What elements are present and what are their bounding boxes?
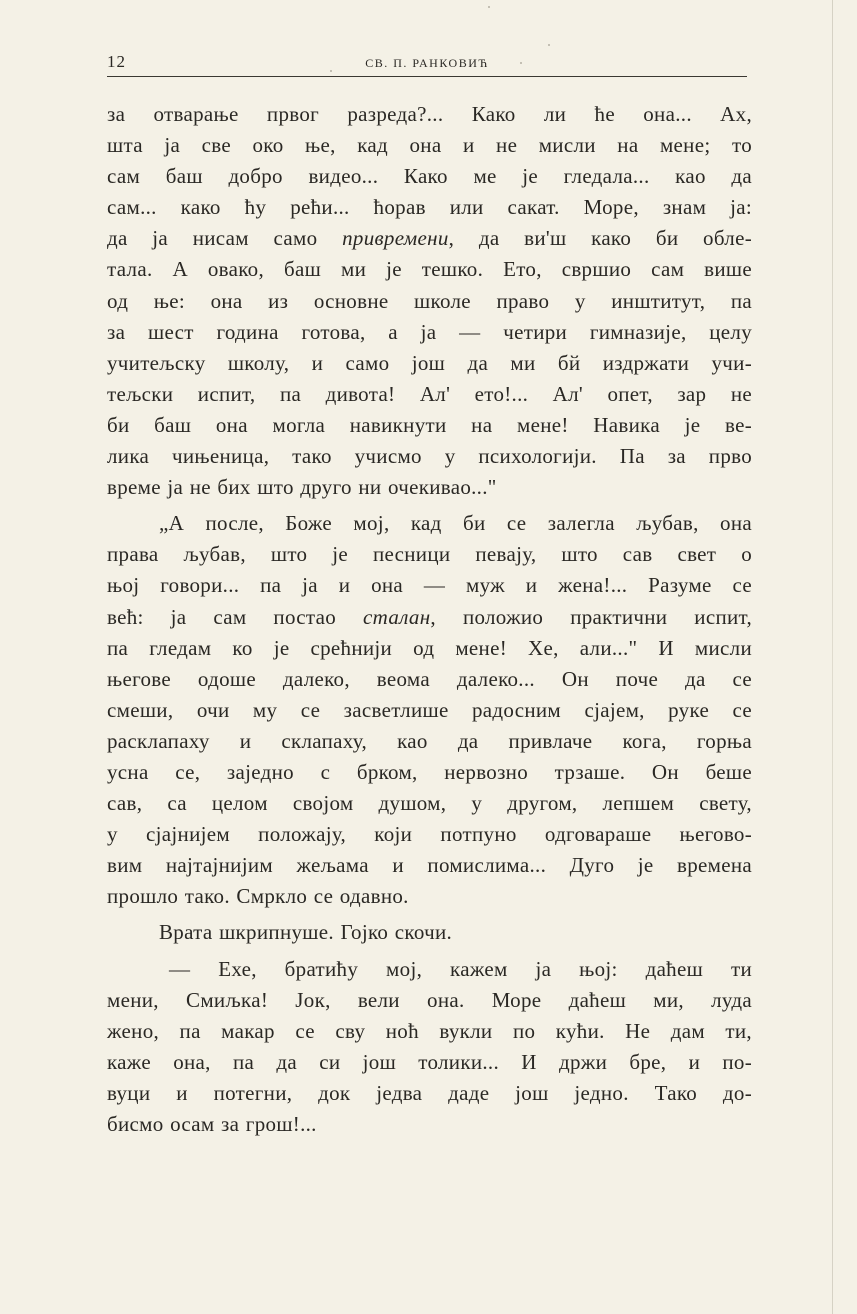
text-span: , положио практични испит, <box>430 604 752 629</box>
text-line: сам... како ћу рећи... ћорав или сакат. Море, знам ја: <box>107 195 752 220</box>
paragraph-2 <box>107 508 752 912</box>
text-line: за шест година готова, а ја — четири гимназије, целу <box>107 319 752 344</box>
text-line: мени, Смиљка! Јок, вели она. Море даћеш ми, луда <box>107 987 752 1012</box>
text-span: да ја нисам само <box>107 226 343 251</box>
text-line: вим најтајнијим жељама и помислима... Дуго је времена <box>107 853 752 878</box>
text-line: сав, са целом својом душом, у другом, лепшем свету, <box>107 791 752 816</box>
paragraph-3 <box>107 917 752 948</box>
text-line: би баш она могла навикнути на мене! Навика је ве- <box>107 412 752 437</box>
text-line: жено, па макар се сву ноћ вукли по кући. Не дам ти, <box>107 1018 752 1043</box>
italic-word: сталан <box>363 604 431 629</box>
text-line: од ње: она из основне школе право у инштитут, па <box>107 288 752 313</box>
text-line: у сјајнијем положају, који потпуно одговараше његово- <box>107 822 752 847</box>
page-header <box>107 52 747 76</box>
text-line: Врата шкрипнуше. Гојко скочи. <box>159 920 453 945</box>
paper-speck <box>330 70 332 72</box>
text-line: расклапаху и склапаху, као да привлаче кога, горња <box>107 728 752 753</box>
text-line: „А после, Боже мој, кад би се залегла љубав, она <box>159 511 752 536</box>
running-head: СВ. П. РАНКОВИЋ <box>365 56 489 70</box>
text-line: његове одоше далеко, веома далеко... Он поче да се <box>107 666 752 691</box>
text-line: бисмо осам за грош!... <box>107 1112 317 1136</box>
page-number: 12 <box>107 52 126 71</box>
text-line: тељски испит, па дивота! Ал' ето!... Ал' опет, зар не <box>107 381 752 406</box>
text-line: шта ја све око ње, кад она и не мисли на мене; то <box>107 133 752 158</box>
text-line <box>107 602 752 633</box>
text-line: лика чињеница, тако учисмо у психологији. Па за прво <box>107 444 752 469</box>
text-line <box>107 223 752 254</box>
text-span: , да ви'ш како би обле- <box>448 226 752 251</box>
text-line: па гледам ко је срећнији од мене! Хе, али..." И мисли <box>107 635 752 660</box>
text-line: тала. А овако, баш ми је тешко. Ето, свршио сам више <box>107 257 752 282</box>
paper-speck <box>488 6 490 8</box>
text-line: права љубав, што је песници певају, што сав свет о <box>107 542 752 567</box>
paragraph-1 <box>107 99 752 503</box>
paper-speck <box>548 44 550 46</box>
header-rule <box>107 76 747 77</box>
text-line: каже она, па да си још толики... И држи бре, и по- <box>107 1049 752 1074</box>
text-line: смеши, очи му се засветлише радосним сјајем, руке се <box>107 697 752 722</box>
text-span: већ: ја сам постао <box>107 604 364 629</box>
text-line: усна се, заједно с брком, нервозно трзаше. Он беше <box>107 759 752 784</box>
text-line: — Ехе, братићу мој, кажем ја њој: даћеш ти <box>169 956 752 981</box>
body-text <box>107 99 752 1140</box>
text-line: вуци и потегни, док једва даде још једно. Тако до- <box>107 1080 752 1105</box>
italic-word: привремени <box>342 226 449 251</box>
text-line: учитељску школу, и само још да ми бй издржати учи- <box>107 350 752 375</box>
text-line: време ја не бих што друго ни очекивао..." <box>107 475 497 500</box>
paragraph-4 <box>107 954 752 1141</box>
paper-speck <box>520 62 522 64</box>
text-line: сам баш добро видео... Како ме је гледала... као да <box>107 164 752 189</box>
text-line: прошло тако. Смркло се одавно. <box>107 884 409 909</box>
text-line: за отварање првог разреда?... Како ли ће она... Ах, <box>107 102 752 126</box>
page-edge <box>832 0 833 1314</box>
text-line: њој говори... па ја и она — муж и жена!... Разуме се <box>107 573 752 598</box>
